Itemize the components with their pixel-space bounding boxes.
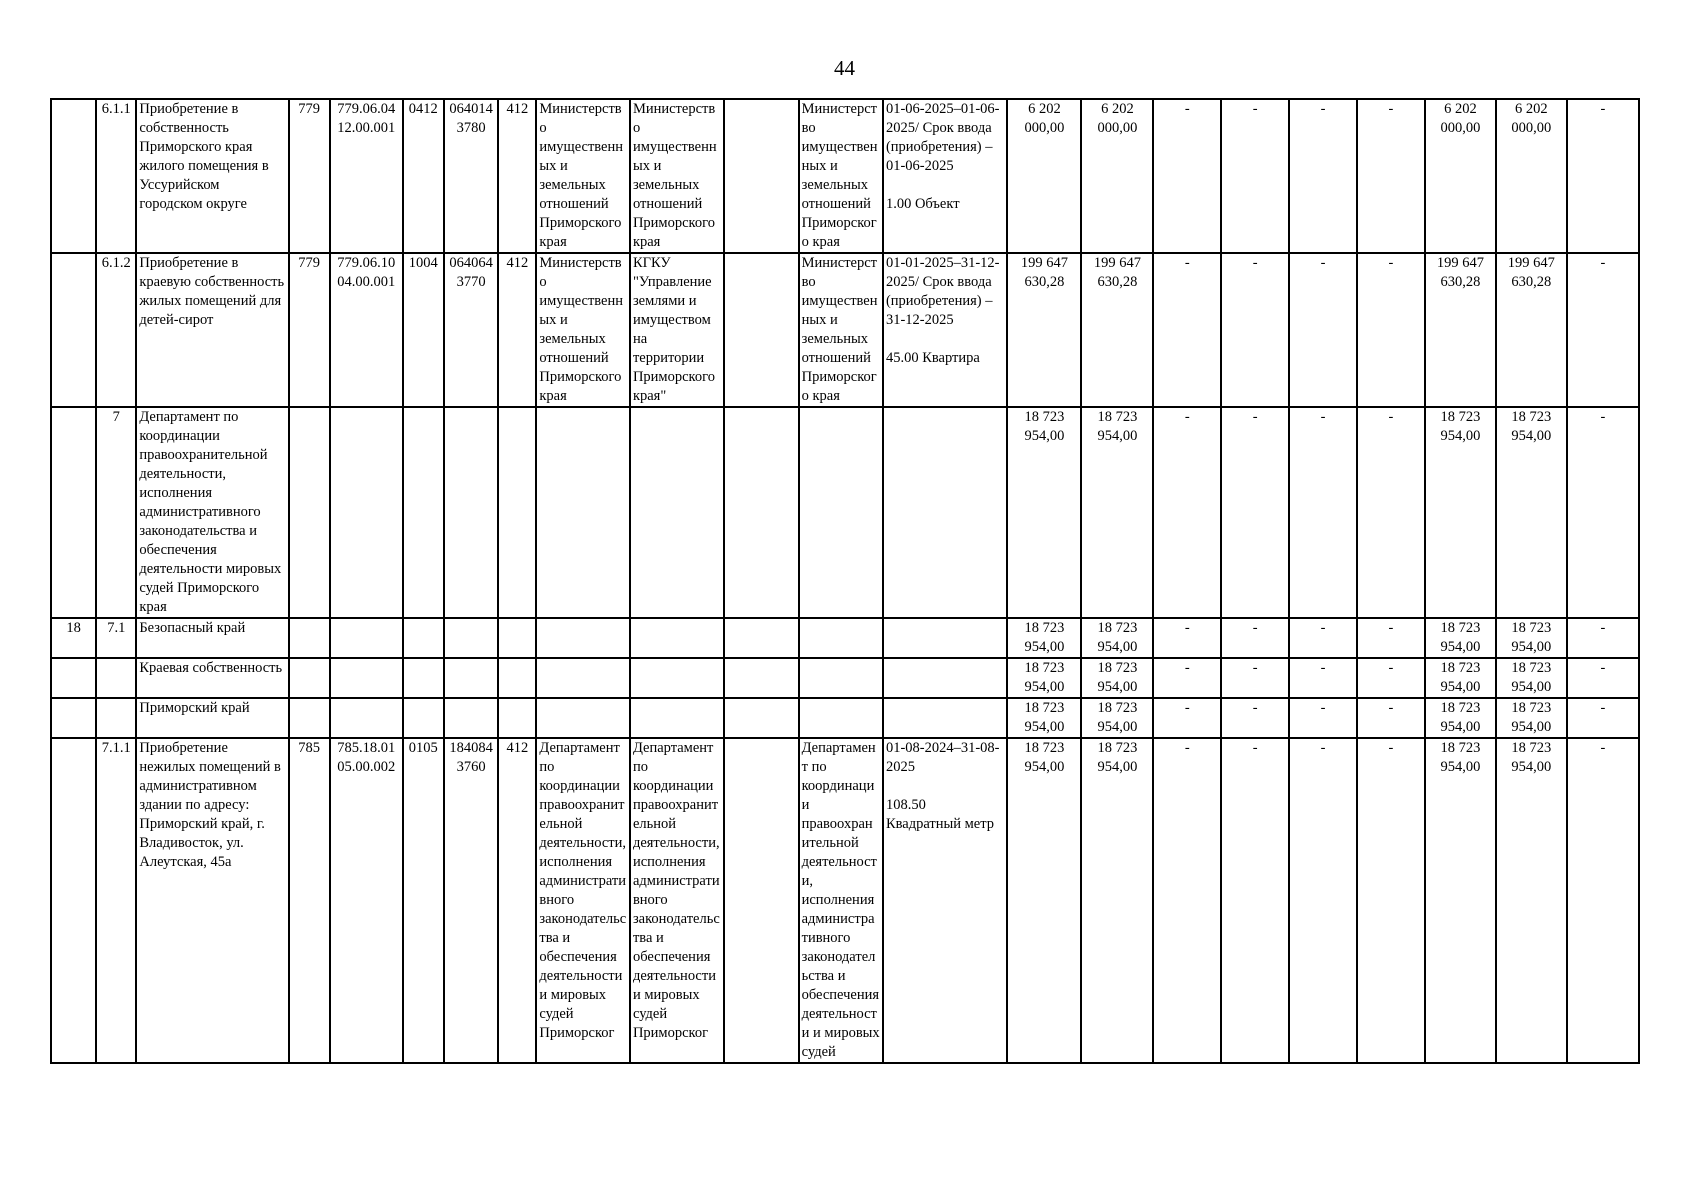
grbs-cell — [289, 618, 330, 658]
target-article-cell — [444, 618, 499, 658]
recipient-cell: КГКУ "Управление землями и имуществом на территории Приморского края" — [630, 253, 724, 407]
dash-cell: - — [1153, 618, 1221, 658]
target-article-cell: 064064 3770 — [444, 253, 499, 407]
item-code-cell: 7 — [96, 407, 136, 618]
item-code-cell: 7.1 — [96, 618, 136, 658]
owner-cell — [799, 407, 883, 618]
item-code-cell — [96, 698, 136, 738]
grbs-cell: 779 — [289, 253, 330, 407]
blank-cell — [724, 407, 799, 618]
grbs-cell: 785 — [289, 738, 330, 1063]
table-row — [51, 698, 1639, 738]
customer-cell — [536, 698, 630, 738]
dates-capacity-cell — [883, 658, 1007, 698]
dash-cell: - — [1153, 407, 1221, 618]
dash-cell: - — [1221, 407, 1289, 618]
dash-cell: - — [1357, 618, 1425, 658]
expense-type-cell — [498, 407, 536, 618]
item-name-cell: Безопасный край — [136, 618, 288, 658]
dash-cell: - — [1153, 698, 1221, 738]
dash-cell: - — [1221, 99, 1289, 253]
blank-cell — [724, 738, 799, 1063]
recipient-cell — [630, 618, 724, 658]
amount-total-cell: 6 202 000,00 — [1007, 99, 1081, 253]
target-article-cell: 184084 3760 — [444, 738, 499, 1063]
owner-cell — [799, 618, 883, 658]
amount-regional-cell: 199 647 630,28 — [1081, 253, 1153, 407]
amount-year-cell: 18 723 954,00 — [1425, 698, 1496, 738]
item-name-cell: Приобретение в краевую собственность жилых помещений для детей-сирот — [136, 253, 288, 407]
table-row — [51, 658, 1639, 698]
table-row — [51, 738, 1639, 1063]
recipient-cell: Министерство имущественных и земельных отношений Приморского края — [630, 99, 724, 253]
dash-cell: - — [1221, 698, 1289, 738]
table-body — [51, 99, 1639, 1063]
row-number-cell — [51, 253, 96, 407]
dash-cell: - — [1289, 698, 1357, 738]
section-code-cell: 0105 — [403, 738, 444, 1063]
amount-year-cell: 6 202 000,00 — [1425, 99, 1496, 253]
kbk-cell: 785.18.01 05.00.002 — [330, 738, 403, 1063]
owner-cell: Министерство имущественных и земельных отношений Приморского края — [799, 99, 883, 253]
item-code-cell — [96, 658, 136, 698]
kbk-cell: 779.06.04 12.00.001 — [330, 99, 403, 253]
expense-type-cell: 412 — [498, 738, 536, 1063]
amount-year-regional-cell: 18 723 954,00 — [1496, 738, 1567, 1063]
amount-regional-cell: 6 202 000,00 — [1081, 99, 1153, 253]
item-name-cell: Приобретение в собственность Приморского края жилого помещения в Уссурийском городском округе — [136, 99, 288, 253]
amount-total-cell: 199 647 630,28 — [1007, 253, 1081, 407]
item-code-cell: 6.1.2 — [96, 253, 136, 407]
target-article-cell — [444, 698, 499, 738]
row-number-cell — [51, 738, 96, 1063]
section-code-cell: 1004 — [403, 253, 444, 407]
dash-cell: - — [1567, 99, 1639, 253]
blank-cell — [724, 658, 799, 698]
amount-year-cell: 18 723 954,00 — [1425, 407, 1496, 618]
customer-cell: Министерство имущественных и земельных отношений Приморского края — [536, 99, 630, 253]
dash-cell: - — [1153, 253, 1221, 407]
amount-year-cell: 18 723 954,00 — [1425, 738, 1496, 1063]
expense-type-cell — [498, 658, 536, 698]
dash-cell: - — [1153, 738, 1221, 1063]
dash-cell: - — [1357, 698, 1425, 738]
row-number-cell — [51, 698, 96, 738]
kbk-cell — [330, 407, 403, 618]
customer-cell: Министерство имущественных и земельных отношений Приморского края — [536, 253, 630, 407]
dash-cell: - — [1357, 658, 1425, 698]
dash-cell: - — [1567, 698, 1639, 738]
expense-type-cell — [498, 698, 536, 738]
dash-cell: - — [1153, 658, 1221, 698]
amount-year-regional-cell: 199 647 630,28 — [1496, 253, 1567, 407]
kbk-cell — [330, 618, 403, 658]
blank-cell — [724, 99, 799, 253]
dates-capacity-cell — [883, 618, 1007, 658]
table-row — [51, 618, 1639, 658]
amount-total-cell: 18 723 954,00 — [1007, 407, 1081, 618]
item-name-cell: Краевая собственность — [136, 658, 288, 698]
item-code-cell: 6.1.1 — [96, 99, 136, 253]
section-code-cell — [403, 698, 444, 738]
dash-cell: - — [1289, 738, 1357, 1063]
amount-year-regional-cell: 18 723 954,00 — [1496, 658, 1567, 698]
dates-capacity-cell — [883, 698, 1007, 738]
dash-cell: - — [1289, 658, 1357, 698]
amount-regional-cell: 18 723 954,00 — [1081, 698, 1153, 738]
dash-cell: - — [1289, 253, 1357, 407]
dates-capacity-cell: 01-01-2025–31-12-2025/ Срок ввода (приобретения) – 31-12-2025 45.00 Квартира — [883, 253, 1007, 407]
dash-cell: - — [1567, 253, 1639, 407]
dash-cell: - — [1221, 658, 1289, 698]
dash-cell: - — [1289, 407, 1357, 618]
dash-cell: - — [1289, 99, 1357, 253]
dates-capacity-cell — [883, 407, 1007, 618]
dash-cell: - — [1221, 738, 1289, 1063]
dash-cell: - — [1221, 618, 1289, 658]
dash-cell: - — [1567, 407, 1639, 618]
row-number-cell — [51, 658, 96, 698]
expense-type-cell: 412 — [498, 253, 536, 407]
target-article-cell — [444, 407, 499, 618]
customer-cell: Департамент по координации правоохранительной деятельности, исполнения административного законодательства и обеспечения деятельности и мировых судей Приморског — [536, 738, 630, 1063]
owner-cell: Департамент по координации правоохранительной деятельности, исполнения административного законодательства и обеспечения деятельности и мировых судей — [799, 738, 883, 1063]
amount-total-cell: 18 723 954,00 — [1007, 698, 1081, 738]
section-code-cell — [403, 618, 444, 658]
recipient-cell — [630, 698, 724, 738]
grbs-cell — [289, 698, 330, 738]
dash-cell: - — [1357, 99, 1425, 253]
customer-cell — [536, 407, 630, 618]
amount-year-regional-cell: 18 723 954,00 — [1496, 618, 1567, 658]
amount-regional-cell: 18 723 954,00 — [1081, 738, 1153, 1063]
owner-cell — [799, 698, 883, 738]
row-number-cell — [51, 99, 96, 253]
item-name-cell: Приморский край — [136, 698, 288, 738]
section-code-cell: 0412 — [403, 99, 444, 253]
amount-total-cell: 18 723 954,00 — [1007, 658, 1081, 698]
dates-capacity-cell: 01-08-2024–31-08-2025 108.50 Квадратный метр — [883, 738, 1007, 1063]
item-name-cell: Приобретение нежилых помещений в административном здании по адресу: Приморский край, г. Владивосток, ул. Алеутская, 45а — [136, 738, 288, 1063]
dash-cell: - — [1289, 618, 1357, 658]
blank-cell — [724, 698, 799, 738]
dash-cell: - — [1567, 618, 1639, 658]
owner-cell — [799, 658, 883, 698]
kbk-cell — [330, 698, 403, 738]
dash-cell: - — [1567, 738, 1639, 1063]
target-article-cell: 064014 3780 — [444, 99, 499, 253]
amount-year-cell: 199 647 630,28 — [1425, 253, 1496, 407]
investment-table — [50, 98, 1640, 1064]
amount-year-regional-cell: 6 202 000,00 — [1496, 99, 1567, 253]
amount-year-regional-cell: 18 723 954,00 — [1496, 407, 1567, 618]
item-name-cell: Департамент по координации правоохранительной деятельности, исполнения административного законодательства и обеспечения деятельности мировых судей Приморского края — [136, 407, 288, 618]
dash-cell: - — [1357, 253, 1425, 407]
dash-cell: - — [1153, 99, 1221, 253]
expense-type-cell — [498, 618, 536, 658]
section-code-cell — [403, 407, 444, 618]
kbk-cell: 779.06.10 04.00.001 — [330, 253, 403, 407]
section-code-cell — [403, 658, 444, 698]
table-row — [51, 253, 1639, 407]
page-number: 44 — [834, 56, 855, 80]
blank-cell — [724, 253, 799, 407]
grbs-cell — [289, 658, 330, 698]
amount-total-cell: 18 723 954,00 — [1007, 738, 1081, 1063]
customer-cell — [536, 618, 630, 658]
kbk-cell — [330, 658, 403, 698]
amount-year-regional-cell: 18 723 954,00 — [1496, 698, 1567, 738]
table-row — [51, 407, 1639, 618]
blank-cell — [724, 618, 799, 658]
grbs-cell: 779 — [289, 99, 330, 253]
dash-cell: - — [1357, 407, 1425, 618]
target-article-cell — [444, 658, 499, 698]
amount-regional-cell: 18 723 954,00 — [1081, 618, 1153, 658]
customer-cell — [536, 658, 630, 698]
amount-regional-cell: 18 723 954,00 — [1081, 407, 1153, 618]
amount-total-cell: 18 723 954,00 — [1007, 618, 1081, 658]
amount-year-cell: 18 723 954,00 — [1425, 658, 1496, 698]
row-number-cell — [51, 407, 96, 618]
owner-cell: Министерство имущественных и земельных отношений Приморского края — [799, 253, 883, 407]
amount-regional-cell: 18 723 954,00 — [1081, 658, 1153, 698]
dash-cell: - — [1221, 253, 1289, 407]
recipient-cell: Департамент по координации правоохранительной деятельности, исполнения административного законодательства и обеспечения деятельности и мировых судей Приморског — [630, 738, 724, 1063]
grbs-cell — [289, 407, 330, 618]
amount-year-cell: 18 723 954,00 — [1425, 618, 1496, 658]
dash-cell: - — [1357, 738, 1425, 1063]
recipient-cell — [630, 658, 724, 698]
table-row — [51, 99, 1639, 253]
item-code-cell: 7.1.1 — [96, 738, 136, 1063]
recipient-cell — [630, 407, 724, 618]
dash-cell: - — [1567, 658, 1639, 698]
expense-type-cell: 412 — [498, 99, 536, 253]
row-number-cell: 18 — [51, 618, 96, 658]
dates-capacity-cell: 01-06-2025–01-06-2025/ Срок ввода (приобретения) – 01-06-2025 1.00 Объект — [883, 99, 1007, 253]
